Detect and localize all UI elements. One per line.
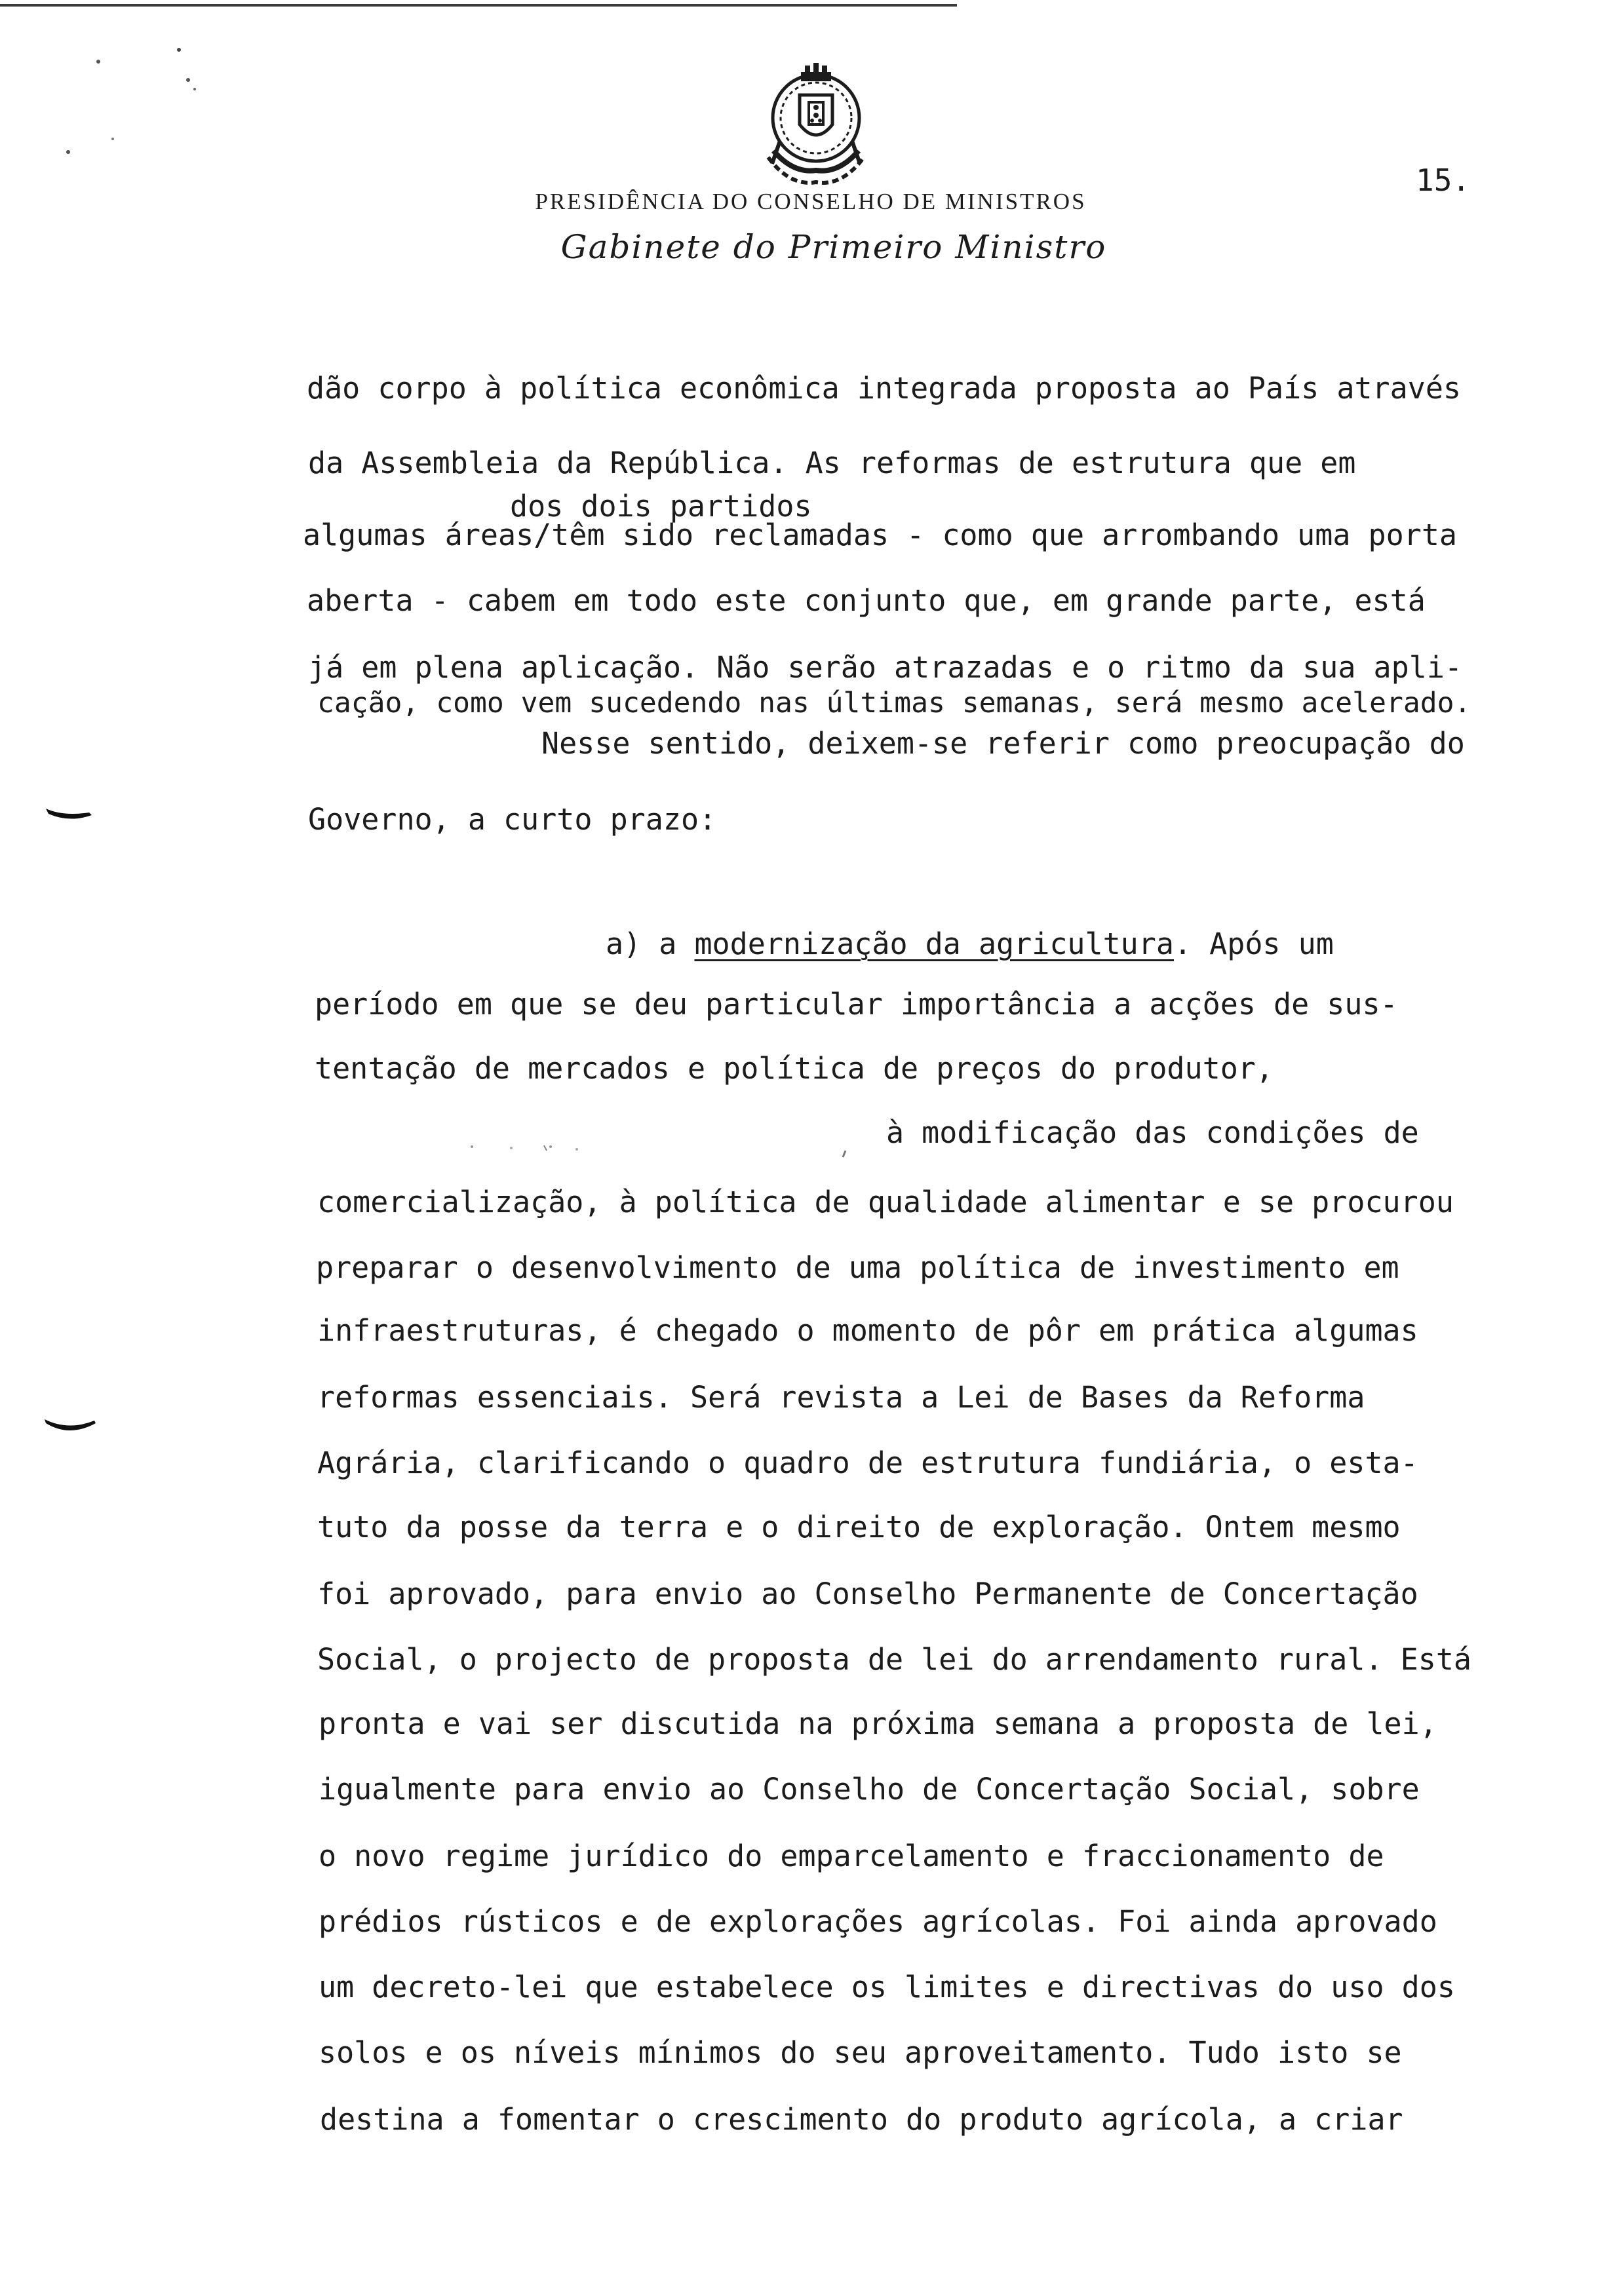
coat-of-arms-icon [754, 59, 878, 197]
cabinet-subtitle: Gabinete do Primeiro Ministro [560, 228, 1107, 266]
item-a-rest: . Após um [1173, 927, 1334, 961]
text-line: comercialização, à política de qualidade alimentar e se procurou [317, 1185, 1454, 1219]
scan-specks [0, 0, 262, 197]
text-insertion: dos dois partidos [510, 489, 812, 524]
punch-mark-icon [43, 803, 96, 830]
text-line: Agrária, clarificando o quadro de estrutura fundiária, o esta- [317, 1445, 1418, 1480]
institution-header: PRESIDÊNCIA DO CONSELHO DE MINISTROS [535, 189, 1087, 214]
text-line: infraestruturas, é chegado o momento de pôr em prática algumas [317, 1313, 1418, 1348]
page-number: 15. [1416, 163, 1471, 198]
text-line: da Assembleia da República. As reformas de estrutura que em [308, 446, 1356, 480]
item-a-marker: a) a [606, 927, 677, 961]
text-line: Governo, a curto prazo: [308, 802, 717, 837]
text-line: cação, como vem sucedendo nas últimas semanas, será mesmo acelerado. [317, 687, 1471, 719]
text-line: Nesse sentido, deixem-se referir como preocupação do [541, 726, 1465, 761]
item-a-title: modernização da agricultura [694, 927, 1174, 961]
text-line: preparar o desenvolvimento de uma política de investimento em [316, 1250, 1399, 1285]
text-line: tentação de mercados e política de preços do produtor, [315, 1051, 1274, 1086]
text-line: tuto da posse da terra e o direito de exploração. Ontem mesmo [317, 1510, 1401, 1544]
text-line: algumas áreas/têm sido reclamadas - como que arrombando uma porta [303, 518, 1457, 552]
text-line: reformas essenciais. Será revista a Lei de Bases da Reforma [317, 1380, 1365, 1415]
text-line: à modificação das condições de [886, 1115, 1419, 1150]
erased-text-marks [459, 1134, 852, 1160]
text-line: foi aprovado, para envio ao Conselho Permanente de Concertação [317, 1577, 1418, 1611]
text-line: igualmente para envio ao Conselho de Concertação Social, sobre [319, 1772, 1420, 1807]
text-line: já em plena aplicação. Não serão atrazadas e o ritmo da sua apli- [308, 650, 1462, 685]
text-line: pronta e vai ser discutida na próxima semana a proposta de lei, [319, 1706, 1437, 1741]
item-a-heading [606, 927, 1334, 961]
text-line: Social, o projecto de proposta de lei do arrendamento rural. Está [317, 1642, 1471, 1677]
text-line: solos e os níveis mínimos do seu aproveitamento. Tudo isto se [319, 2035, 1402, 2070]
text-line: período em que se deu particular importância a acções de sus- [315, 987, 1398, 1022]
text-line: prédios rústicos e de explorações agrícolas. Foi ainda aprovado [319, 1904, 1437, 1939]
text-line: aberta - cabem em todo este conjunto que, em grande parte, está [307, 583, 1426, 618]
punch-mark-icon [42, 1413, 101, 1439]
text-line: um decreto-lei que estabelece os limites e directivas do uso dos [319, 1970, 1455, 2004]
text-line: o novo regime jurídico do emparcelamento e fraccionamento de [319, 1839, 1384, 1873]
text-line: dão corpo à política econômica integrada proposta ao País através [307, 371, 1461, 406]
text-line: destina a fomentar o crescimento do produto agrícola, a criar [320, 2102, 1403, 2137]
